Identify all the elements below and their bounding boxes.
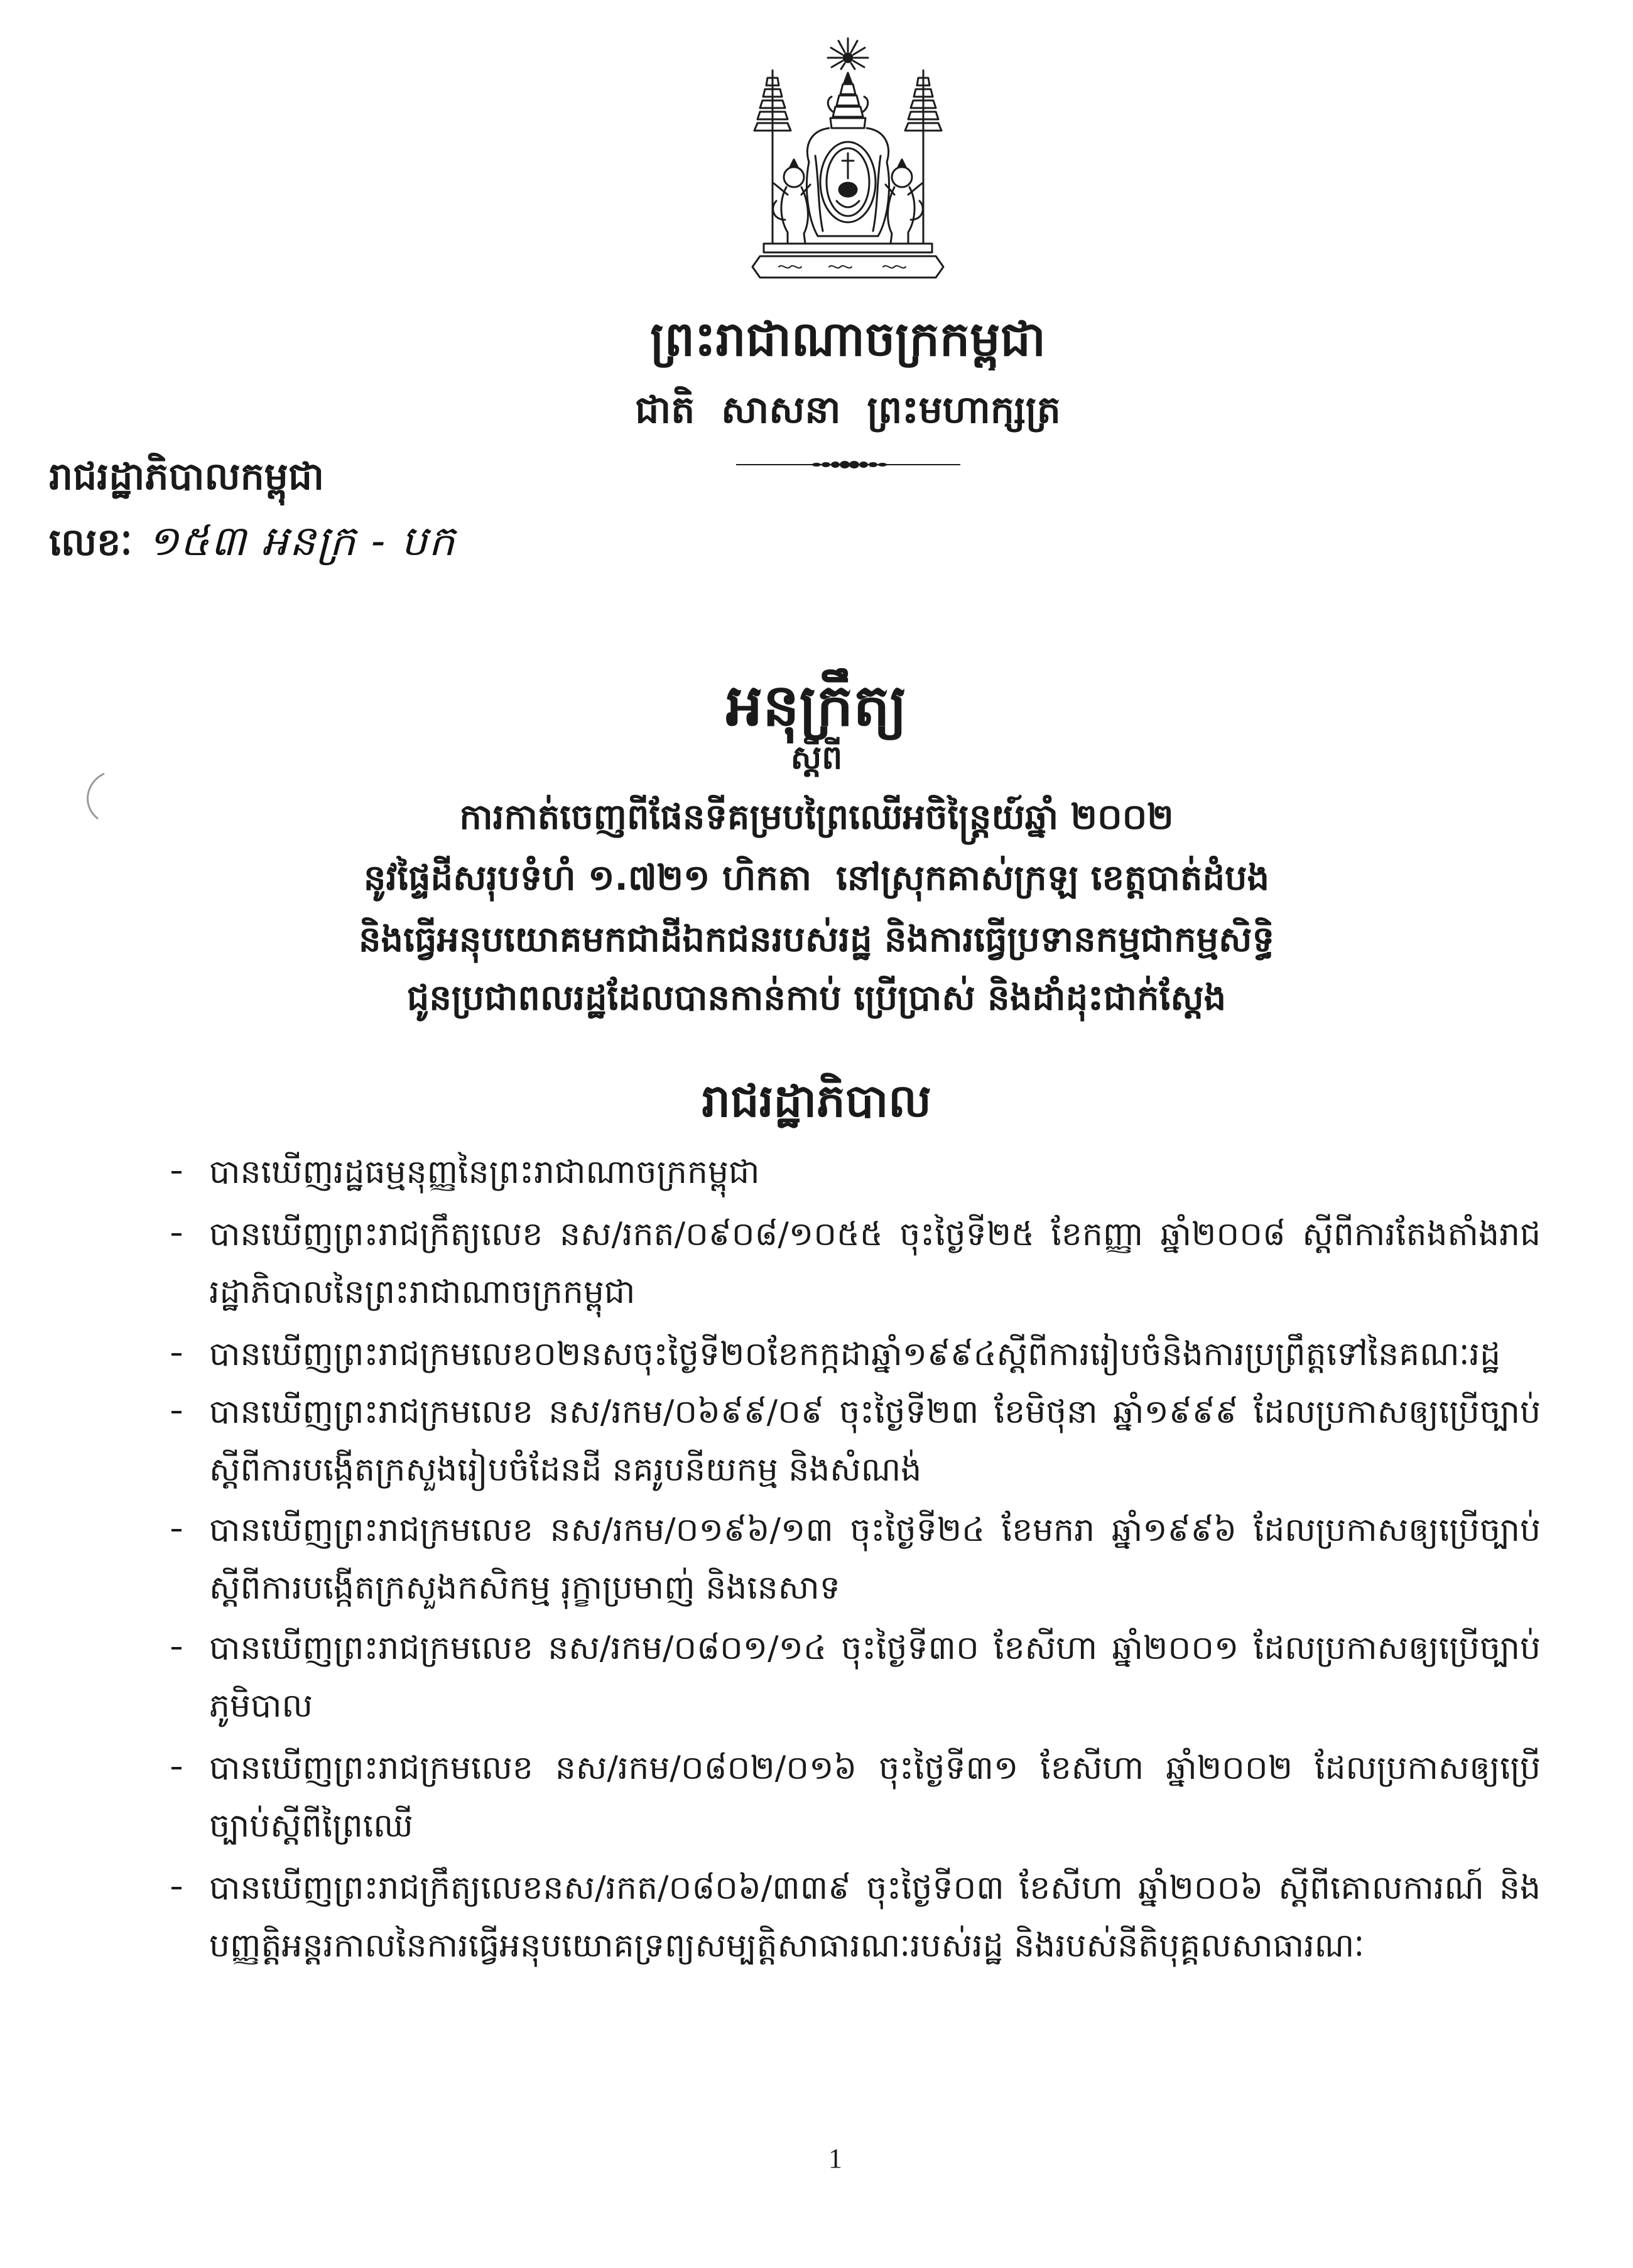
consideration-item bbox=[209, 1739, 1541, 1855]
consideration-text: បានឃើញព្រះរាជក្រមលេខ០២នសចុះថ្ងៃទី២០ខែកក្កដាឆ្នាំ១៩៩៤ស្តីពីការរៀបចំនិងការប្រព្រឹត្តទៅនៃគណៈរដ្ឋ bbox=[209, 1336, 1501, 1373]
consideration-item bbox=[209, 1859, 1541, 1975]
consideration-text: បានឃើញព្រះរាជក្រមលេខ នស/រកម/០១៩៦/១៣ ចុះថ្ងៃទី២៤ ខែមករា ឆ្នាំ១៩៩៦ ដែលប្រកាសឲ្យប្រើច្បាប់ស្តីពីការបង្កើតក្រសួងកសិកម្ម រុក្ខាប្រមាញ់ និងនេសាទ bbox=[209, 1511, 1541, 1607]
subject-line: ជូនប្រជាពលរដ្ឋដែលបានកាន់កាប់ ប្រើប្រាស់ និងដាំដុះជាក់ស្តែង bbox=[406, 978, 1227, 1018]
kingdom-title: ព្រះរាជាណាចក្រកម្ពុជា bbox=[650, 311, 1046, 367]
document-type-title: អនុក្រឹត្យ bbox=[725, 672, 908, 739]
consideration-text: បានឃើញព្រះរាជក្រឹត្យលេខ នស/រកត/០៩០៨/១០៥៥ ចុះថ្ងៃទី២៥ ខែកញ្ញា ឆ្នាំ២០០៨ ស្តីពីការតែងតាំងរាជរដ្ឋាភិបាលនៃព្រះរាជាណាចក្រកម្ពុជា bbox=[209, 1216, 1541, 1311]
issuer-name: រាជរដ្ឋាភិបាលកម្ពុជា bbox=[49, 455, 324, 499]
consideration-text: បានឃើញព្រះរាជក្រឹត្យលេខនស/រកត/០៨០៦/៣៣៩ ចុះថ្ងៃទី០៣ ខែសីហា ឆ្នាំ២០០៦ ស្តីពីគោលការណ៍ និងបញ្ញត្តិអន្តរកាលនៃការធ្វើអនុបយោគទ្រព្យសម្បត្តិសាធារណៈរបស់រដ្ឋ និងរបស់នីតិបុគ្គលសាធារណៈ bbox=[209, 1869, 1541, 1965]
subject-line: ការកាត់ចេញពីផែនទីគម្របព្រៃឈើអចិន្ត្រៃយ៍ឆ្នាំ ២០០២ bbox=[459, 797, 1174, 838]
consideration-item bbox=[209, 1383, 1541, 1499]
national-motto: ជាតិ សាសនា ព្រះមហាក្សត្រ bbox=[635, 388, 1061, 432]
consideration-text: បានឃើញព្រះរាជក្រមលេខ នស/រកម/០៦៩៩/០៩ ចុះថ្ងៃទី២៣ ខែមិថុនា ឆ្នាំ១៩៩៩ ដែលប្រកាសឲ្យប្រើច្បាប់ស្តីពីការបង្កើតក្រសួងរៀបចំដែនដី នគរូបនីយកម្ម និងសំណង់ bbox=[209, 1393, 1541, 1489]
document-number-handwritten: ១៥៣ អនក្រ - បក bbox=[147, 517, 457, 565]
consideration-item bbox=[209, 1619, 1541, 1735]
section-heading: រាជរដ្ឋាភិបាល bbox=[702, 1074, 931, 1127]
consideration-text: បានឃើញព្រះរាជក្រមលេខ នស/រកម/០៨០១/១៤ ចុះថ្ងៃទី៣០ ខែសីហា ឆ្នាំ២០០១ ដែលប្រកាសឲ្យប្រើច្បាប់ភូមិបាល bbox=[209, 1629, 1541, 1725]
document-number-label: លេខៈ bbox=[49, 521, 133, 564]
subject-line: នូវផ្ទៃដីសរុបទំហំ ១.៧២១ ហិកតា នៅស្រុកគាស់ក្រឡ ខេត្តបាត់ដំបង bbox=[363, 858, 1270, 899]
consideration-item bbox=[209, 1326, 1541, 1383]
consideration-item bbox=[209, 1501, 1541, 1617]
consideration-text: បានឃើញព្រះរាជក្រមលេខ នស/រកម/០៨០២/០១៦ ចុះថ្ងៃទី៣១ ខែសីហា ឆ្នាំ២០០២ ដែលប្រកាសឲ្យប្រើច្បាប់ស្តីពីព្រៃឈើ bbox=[209, 1749, 1541, 1845]
subject-line: និងធ្វើអនុបយោគមកជាដីឯកជនរបស់រដ្ឋ និងការធ្វើប្រទានកម្មជាកម្មសិទ្ធិ bbox=[358, 919, 1275, 960]
consideration-item bbox=[209, 1143, 1541, 1201]
document-on-label: ស្តីពី bbox=[790, 739, 843, 777]
page-number: 1 bbox=[828, 2143, 842, 2174]
consideration-item bbox=[209, 1206, 1541, 1321]
consideration-text: បានឃើញរដ្ឋធម្មនុញ្ញនៃព្រះរាជាណាចក្រកម្ពុជា bbox=[209, 1153, 760, 1191]
